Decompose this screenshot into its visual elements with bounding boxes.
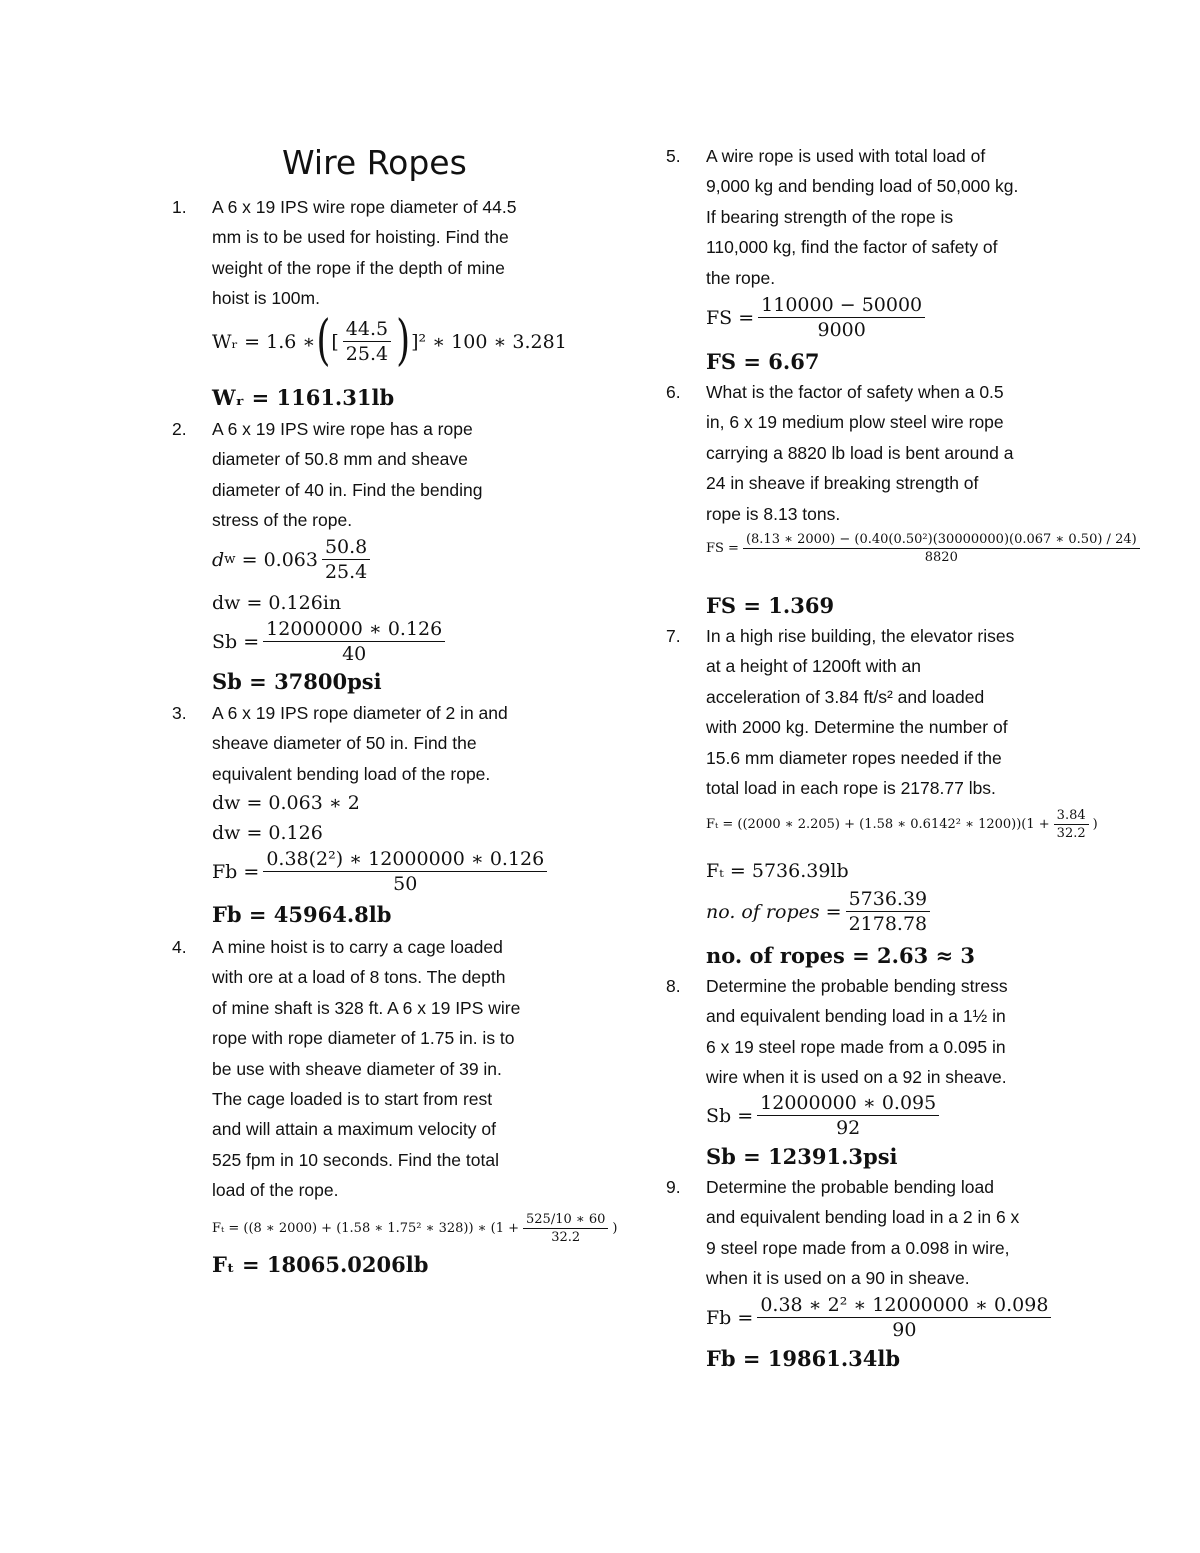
problem-text-line: equivalent bending load of the rope. — [212, 763, 491, 784]
problem-number: 2. — [172, 419, 187, 439]
result-9: Fb = 19861.34lb — [706, 1346, 901, 1371]
problem-number: 3. — [172, 703, 187, 723]
problem-text-line: 525 fpm in 10 seconds. Find the total — [212, 1149, 499, 1170]
problem-5 — [666, 141, 1018, 293]
problem-number: 8. — [666, 976, 681, 996]
problem-text-line: hoist is 100m. — [212, 288, 320, 309]
result-2: Sb = 37800psi — [212, 669, 382, 694]
problem-text-line: What is the factor of safety when a 0.5 — [706, 382, 1004, 402]
problem-number: 6. — [666, 382, 681, 402]
equation-4: Fₜ = ((8 ∗ 2000) + (1.58 ∗ 1.75² ∗ 328)) ∗ (1 + $\frac{525/10 ∗ 60}{32.2}$ ) — [212, 1212, 618, 1245]
problem-text-line: the rope. — [706, 267, 776, 288]
problem-text-line: weight of the rope if the depth of mine — [212, 257, 505, 278]
problem-text-line: diameter of 40 in. Find the bending — [212, 479, 483, 500]
result-5: FS = 6.67 — [706, 349, 820, 374]
problem-number: 9. — [666, 1177, 681, 1197]
problem-text-line: 15.6 mm diameter ropes needed if the — [706, 747, 1002, 768]
fraction: $\frac{44.5}{25.4}$ — [343, 318, 391, 365]
equation-3a: dw = 0.063 ∗ 2 — [212, 792, 360, 814]
problem-2 — [172, 414, 482, 536]
problem-text-line: sheave diameter of 50 in. Find the — [212, 733, 477, 754]
equation-7a: Fₜ = ((2000 ∗ 2.205) + (1.58 ∗ 0.6142² ∗ 1200))(1 + $\frac{3.84}{32.2}$ ) — [706, 808, 1098, 841]
problem-text-line: rope is 8.13 tons. — [706, 503, 841, 524]
problem-text-line: with 2000 kg. Determine the number of — [706, 717, 1008, 738]
equation-2a: d w = 0.063 $\frac{50.8}{25.4}$ — [212, 536, 374, 583]
problem-text-line: 9 steel rope made from a 0.098 in wire, — [706, 1237, 1010, 1258]
equation-5: FS = $\frac{110000 - 50000}{9000}$ — [706, 294, 929, 341]
problem-text-line: If bearing strength of the rope is — [706, 206, 954, 227]
problem-text-line: of mine shaft is 328 ft. A 6 x 19 IPS wire — [212, 997, 521, 1018]
problem-text-line: with ore at a load of 8 tons. The depth — [212, 967, 506, 988]
equation-3c: Fb = $\frac{\text{0.38(2²) ∗ 12000000 ∗ 0.126}}{50}$ — [212, 848, 551, 895]
problem-number: 1. — [172, 197, 187, 217]
problem-text-line: stress of the rope. — [212, 510, 353, 531]
problem-text-line: load of the rope. — [212, 1180, 339, 1201]
result-4: Fₜ = 18065.0206lb — [212, 1252, 429, 1277]
problem-8 — [666, 971, 1008, 1093]
problem-number: 5. — [666, 146, 681, 166]
problem-text-line: In a high rise building, the elevator rises — [706, 626, 1015, 646]
page-title: Wire Ropes — [282, 143, 467, 182]
problem-text-line: 24 in sheave if breaking strength of — [706, 473, 979, 494]
problem-text-line: be use with sheave diameter of 39 in. — [212, 1058, 502, 1079]
result-6: FS = 1.369 — [706, 593, 835, 618]
problem-1 — [172, 192, 516, 314]
problem-3 — [172, 698, 508, 789]
result-8: Sb = 12391.3psi — [706, 1144, 898, 1169]
equation-8: Sb = $\frac{12000000 ∗ 0.095}{92}$ — [706, 1092, 943, 1139]
problem-text-line: rope with rope diameter of 1.75 in. is to — [212, 1028, 515, 1049]
problem-text-line: A 6 x 19 IPS wire rope diameter of 44.5 — [212, 197, 517, 217]
result-1: Wᵣ = 1161.31lb — [212, 385, 395, 410]
problem-text-line: mm is to be used for hoisting. Find the — [212, 227, 509, 248]
equation-2c: Sb = $\frac{12000000 ∗ 0.126}{40}$ — [212, 618, 449, 665]
equation-7c: no. of ropes = $\frac{5736.39}{2178.78}$ — [706, 888, 934, 935]
problem-text-line: when it is used on a 90 in sheave. — [706, 1268, 970, 1289]
problem-4 — [172, 932, 520, 1206]
problem-text-line: 6 x 19 steel rope made from a 0.095 in — [706, 1036, 1006, 1057]
problem-text-line: at a height of 1200ft with an — [706, 656, 922, 677]
problem-text-line: A 6 x 19 IPS wire rope has a rope — [212, 419, 473, 439]
problem-text-line: total load in each rope is 2178.77 lbs. — [706, 778, 996, 799]
equation-7b: Fₜ = 5736.39lb — [706, 860, 849, 882]
problem-text-line: and equivalent bending load in a 2 in 6 x — [706, 1207, 1020, 1228]
equation-9: Fb = $\frac{\text{0.38 ∗ 2² ∗ 12000000 ∗ 0.098}}{90}$ — [706, 1294, 1055, 1341]
problem-text-line: Determine the probable bending stress — [706, 976, 1008, 996]
problem-text-line: Determine the probable bending load — [706, 1177, 994, 1197]
problem-text-line: and equivalent bending load in a 1½ in — [706, 1006, 1006, 1027]
problem-text-line: and will attain a maximum velocity of — [212, 1119, 496, 1140]
problem-text-line: in, 6 x 19 medium plow steel wire rope — [706, 412, 1004, 433]
problem-number: 7. — [666, 626, 681, 646]
problem-text-line: carrying a 8820 lb load is bent around a — [706, 442, 1014, 463]
problem-number: 4. — [172, 937, 187, 957]
problem-6 — [666, 377, 1013, 529]
equation-3b: dw = 0.126 — [212, 822, 323, 844]
result-3: Fb = 45964.8lb — [212, 902, 392, 927]
problem-9 — [666, 1172, 1019, 1294]
problem-text-line: A wire rope is used with total load of — [706, 146, 986, 166]
equation-1: Wᵣ = 1.6 ∗ ( [ $\frac{44.5}{25.4}$ ) ]² ∗ 100 ∗ 3.281 — [212, 310, 567, 372]
problem-text-line: A 6 x 19 IPS rope diameter of 2 in and — [212, 703, 508, 723]
problem-7 — [666, 621, 1014, 803]
problem-text-line: acceleration of 3.84 ft/s² and loaded — [706, 686, 985, 707]
problem-text-line: A mine hoist is to carry a cage loaded — [212, 937, 503, 957]
equation-2b: dw = 0.126in — [212, 592, 342, 614]
problem-text-line: diameter of 50.8 mm and sheave — [212, 449, 468, 470]
problem-text-line: wire when it is used on a 92 in sheave. — [706, 1067, 1007, 1088]
problem-text-line: 110,000 kg, find the factor of safety of — [706, 237, 998, 258]
result-7: no. of ropes = 2.63 ≈ 3 — [706, 943, 976, 968]
problem-text-line: 9,000 kg and bending load of 50,000 kg. — [706, 176, 1019, 197]
problem-text-line: The cage loaded is to start from rest — [212, 1089, 493, 1110]
equation-6: FS = $\frac{\text{(8.13 ∗ 2000) − (0.40(0.50²)(30000000)(0.067 ∗ 0.50) / 24)}}{8820}$ — [706, 532, 1144, 565]
